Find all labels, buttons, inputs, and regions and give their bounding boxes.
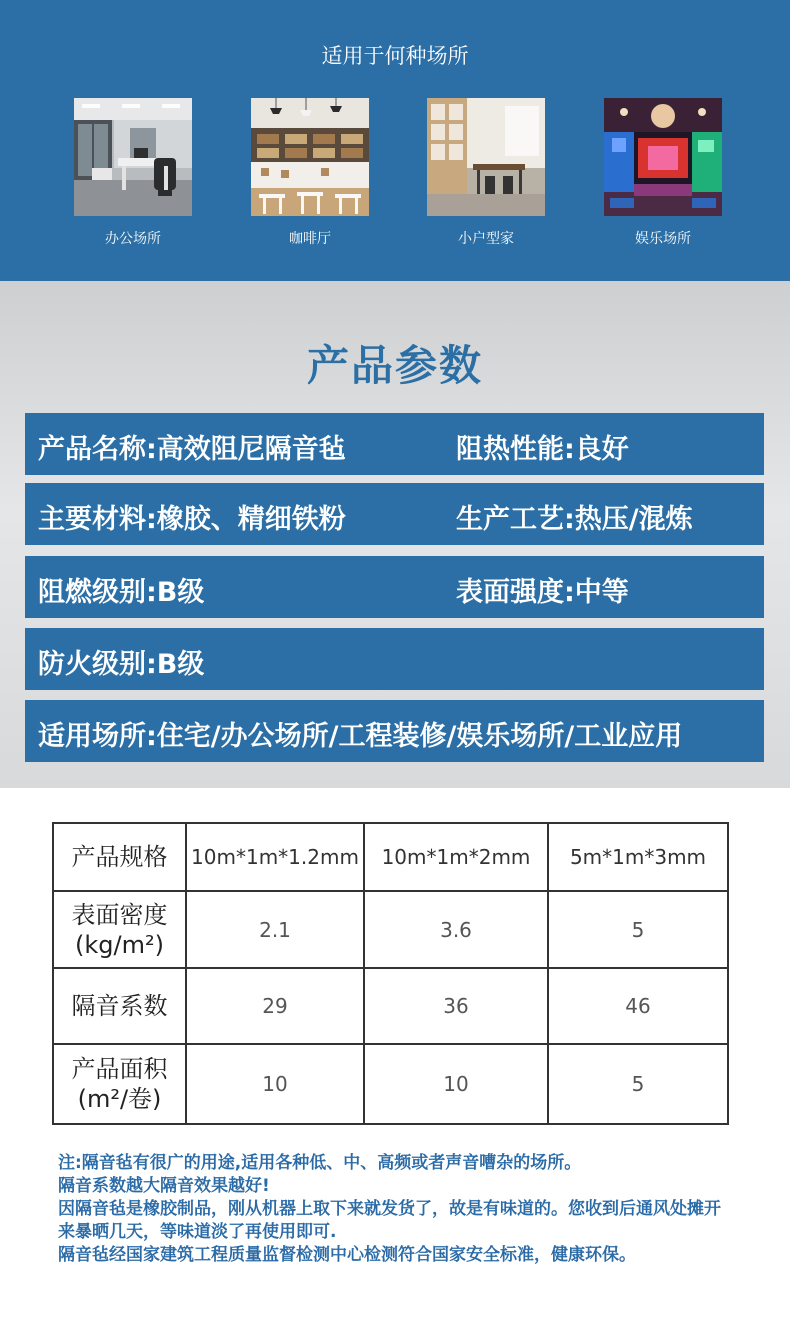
venues-title: 适用于何种场所 [321, 44, 469, 68]
param-left: 产品名称:高效阻尼隔音毡 [38, 434, 346, 465]
param-right: 生产工艺:热压/混炼 [456, 504, 693, 535]
table-cell: 5 [548, 1044, 728, 1124]
table-cell: 10 [364, 1044, 548, 1124]
table-header-row [53, 823, 728, 891]
venues-section [0, 0, 790, 281]
venue-label: 小户型家 [458, 231, 514, 247]
param-row [25, 700, 764, 762]
venue-cafe [251, 98, 369, 248]
param-row [25, 413, 764, 475]
table-cell: 2.1 [186, 891, 364, 968]
param-right: 表面强度:中等 [456, 577, 629, 608]
table-cell: 3.6 [364, 891, 548, 968]
params-title: 产品参数 [306, 341, 483, 390]
header-cell: 10m*1m*1.2mm [186, 823, 364, 891]
param-row [25, 628, 764, 690]
param-left: 阻燃级别:B级 [38, 577, 205, 608]
header-cell: 产品规格 [53, 823, 186, 891]
table-row [53, 968, 728, 1044]
venue-small-apartment [427, 98, 545, 248]
note-line: 注:隔音毡有很广的用途,适用各种低、中、高频或者声音嘈杂的场所。 [58, 1153, 582, 1173]
param-left: 防火级别:B级 [38, 649, 205, 680]
note-line: 隔音毡经国家建筑工程质量监督检测中心检测符合国家安全标准，健康环保。 [58, 1244, 636, 1265]
param-left: 适用场所:住宅/办公场所/工程装修/娱乐场所/工业应用 [38, 721, 683, 752]
row-label: 表面密度 (kg/m²) [53, 891, 186, 968]
venue-label: 娱乐场所 [635, 231, 691, 247]
table-cell: 5 [548, 891, 728, 968]
header-cell: 5m*1m*3mm [548, 823, 728, 891]
param-row [25, 556, 764, 618]
spec-table [52, 822, 729, 1125]
venue-label: 咖啡厅 [289, 231, 331, 247]
venue-label: 办公场所 [105, 231, 161, 247]
param-left: 主要材料:橡胶、精细铁粉 [38, 504, 346, 535]
param-right: 阻热性能:良好 [456, 434, 629, 465]
office-photo [74, 98, 192, 216]
venue-office [74, 98, 192, 248]
venue-entertainment [604, 98, 722, 248]
entertainment-venue-photo [604, 98, 722, 216]
table-cell: 29 [186, 968, 364, 1044]
param-row [25, 483, 764, 545]
table-cell: 46 [548, 968, 728, 1044]
note-line: 因隔音毡是橡胶制品，刚从机器上取下来就发货了，故是有味道的。您收到后通风处摊开来暴晒几天，等味道淡了再使用即可. [58, 1198, 721, 1242]
table-row [53, 891, 728, 968]
note-line: 隔音系数越大隔音效果越好! [58, 1175, 270, 1196]
cafe-photo [251, 98, 369, 216]
row-label: 隔音系数 [53, 968, 186, 1044]
table-row [53, 1044, 728, 1124]
notes [58, 1152, 728, 1267]
product-params-section [0, 281, 790, 788]
header-cell: 10m*1m*2mm [364, 823, 548, 891]
table-cell: 36 [364, 968, 548, 1044]
row-label: 产品面积 (m²/卷) [53, 1044, 186, 1124]
small-apartment-photo [427, 98, 545, 216]
table-cell: 10 [186, 1044, 364, 1124]
